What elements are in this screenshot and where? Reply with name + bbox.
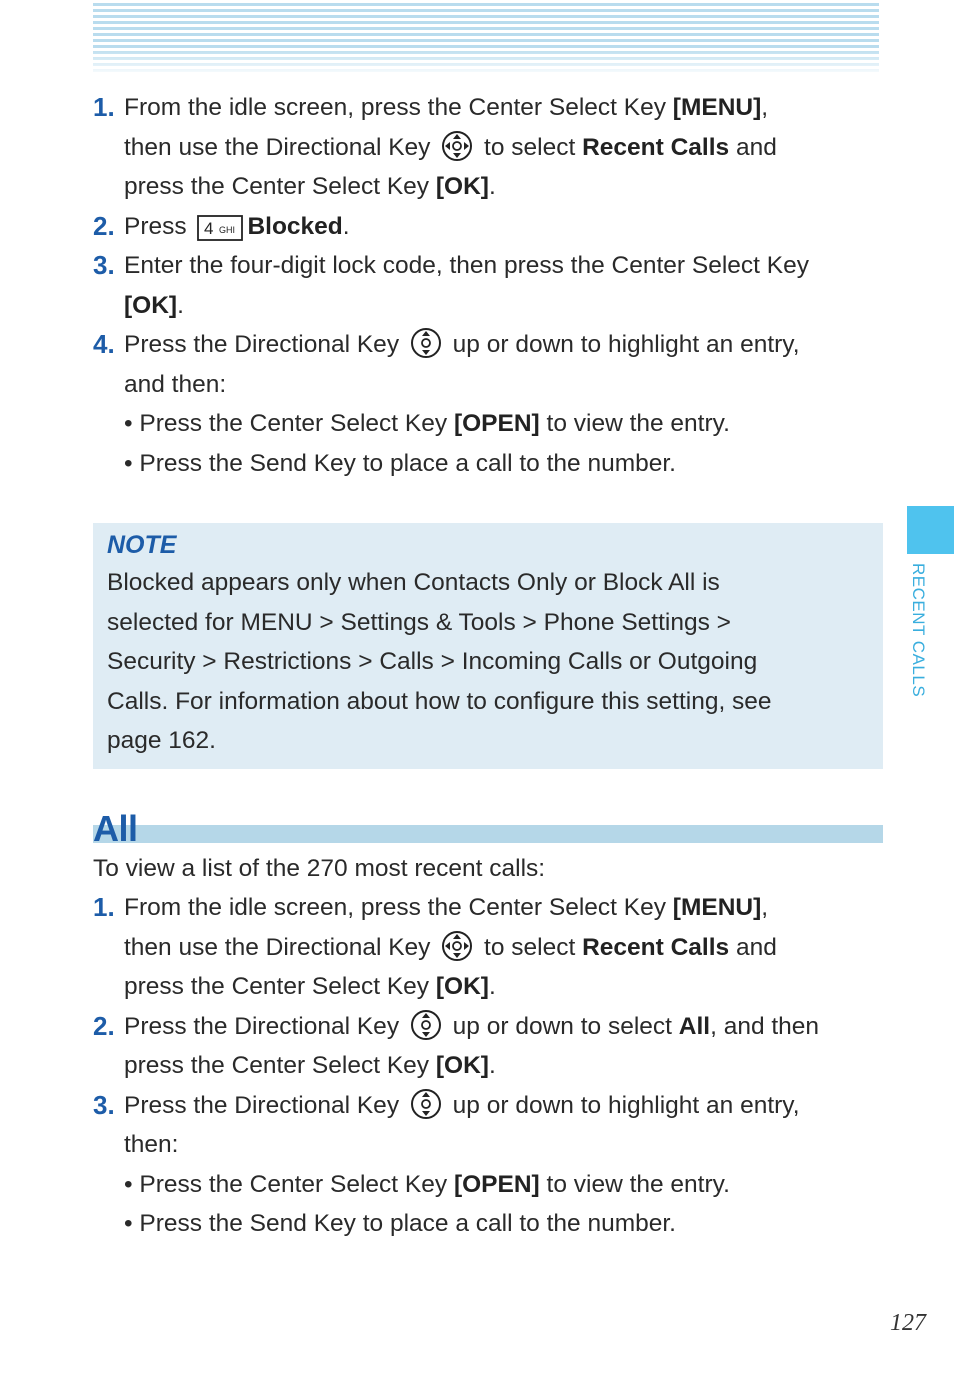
list-item: • Press the Center Select Key [OPEN] to view the entry.: [124, 410, 730, 437]
svg-text:4: 4: [204, 218, 214, 238]
step-1: [93, 888, 883, 1007]
step-text: press the Center Select Key: [124, 973, 436, 1000]
header-stripe-banner: [93, 3, 879, 75]
menu-item-label: Recent Calls: [582, 933, 730, 961]
svg-text:GHI: GHI: [219, 224, 236, 235]
step-text: Press the Directional Key: [124, 1091, 406, 1119]
all-label: All: [678, 1012, 711, 1040]
step-number: 1.: [93, 892, 115, 922]
menu-key-label: [MENU]: [672, 894, 762, 921]
step-text: .: [177, 291, 184, 319]
note-line: page 162.: [107, 727, 216, 754]
step-4: [93, 325, 883, 404]
ok-key-label: [OK]: [435, 973, 489, 1000]
list-item: • Press the Send Key to place a call to the number.: [124, 1210, 676, 1237]
step-text: From the idle screen, press the Center Select Key: [124, 94, 673, 121]
step-number: 3.: [93, 1089, 115, 1120]
step-text: up or down to select: [445, 1012, 679, 1040]
step-text: and: [729, 133, 777, 161]
note-line: Calls. For information about how to configure this setting, see: [107, 687, 772, 715]
step-text: and then:: [124, 370, 227, 398]
step-2: [93, 207, 883, 247]
step-text: Enter the four-digit lock code, then press the Center Select Key: [124, 252, 810, 279]
section-title: All: [93, 807, 138, 849]
step-text: , and then: [710, 1012, 820, 1040]
list-item: • Press the Send Key to place a call to the number.: [124, 449, 676, 477]
step-text: Press: [124, 212, 194, 240]
step-3: [93, 1086, 883, 1165]
step-text: then use the Directional Key: [124, 933, 438, 961]
note-title: NOTE: [107, 531, 177, 559]
note-line: Blocked appears only when Contacts Only or Block All is: [107, 569, 720, 596]
step-text: and: [729, 933, 777, 961]
step-number: 2.: [93, 210, 115, 241]
step-text: ,: [761, 894, 769, 921]
ok-key-label: [OK]: [435, 1052, 489, 1079]
blocked-label: Blocked: [247, 212, 343, 240]
note-box: [93, 523, 883, 769]
directional-key-four-way-icon: [441, 130, 473, 162]
step-text: .: [488, 173, 496, 200]
step-2: [93, 1007, 883, 1086]
step-text: to select: [477, 133, 583, 161]
directional-key-four-way-icon: [441, 930, 473, 962]
open-key-label: [OPEN]: [453, 410, 540, 437]
step-text: then use the Directional Key: [124, 133, 438, 161]
ok-key-label: [OK]: [124, 291, 178, 319]
step-text: press the Center Select Key: [124, 1052, 436, 1079]
step-text: up or down to highlight an entry,: [445, 1091, 800, 1119]
section-intro: To view a list of the 270 most recent calls:: [93, 854, 546, 882]
directional-key-up-down-icon: [410, 1009, 442, 1041]
step-text: then:: [124, 1131, 179, 1158]
page-content: [93, 88, 883, 1244]
menu-item-label: Recent Calls: [582, 133, 730, 161]
step-text: .: [342, 212, 350, 240]
page-number: 127: [890, 1310, 926, 1336]
directional-key-up-down-icon: [410, 1088, 442, 1120]
open-key-label: [OPEN]: [453, 1170, 540, 1198]
step-number: 1.: [93, 92, 115, 122]
note-line: selected for MENU > Settings & Tools > Phone Settings >: [107, 608, 731, 636]
keypad-4-key-icon: [197, 215, 243, 241]
ok-key-label: [OK]: [435, 173, 489, 200]
list-item: • Press the Center Select Key [OPEN] to view the entry.: [124, 1170, 730, 1198]
directional-key-up-down-icon: [410, 327, 442, 359]
step-text: Press the Directional Key: [124, 331, 406, 358]
step-text: From the idle screen, press the Center Select Key: [124, 894, 673, 921]
step-text: .: [488, 1052, 496, 1079]
step-number: 4.: [93, 329, 115, 359]
step-text: .: [488, 973, 496, 1000]
step-text: to select: [477, 933, 583, 961]
step-text: Press the Directional Key: [124, 1012, 406, 1040]
step-1: [93, 88, 883, 207]
section-heading: [93, 799, 883, 849]
chapter-tab: [907, 506, 954, 554]
step-text: up or down to highlight an entry,: [445, 331, 800, 358]
step-text: ,: [761, 94, 769, 121]
step-text: press the Center Select Key: [124, 173, 436, 200]
step-number: 3.: [93, 250, 115, 280]
chapter-label: RECENT CALLS: [909, 563, 928, 698]
step-3: [93, 246, 883, 325]
menu-key-label: [MENU]: [672, 94, 762, 121]
note-line: Security > Restrictions > Calls > Incoming Calls or Outgoing: [107, 648, 758, 675]
step-number: 2.: [93, 1010, 115, 1041]
